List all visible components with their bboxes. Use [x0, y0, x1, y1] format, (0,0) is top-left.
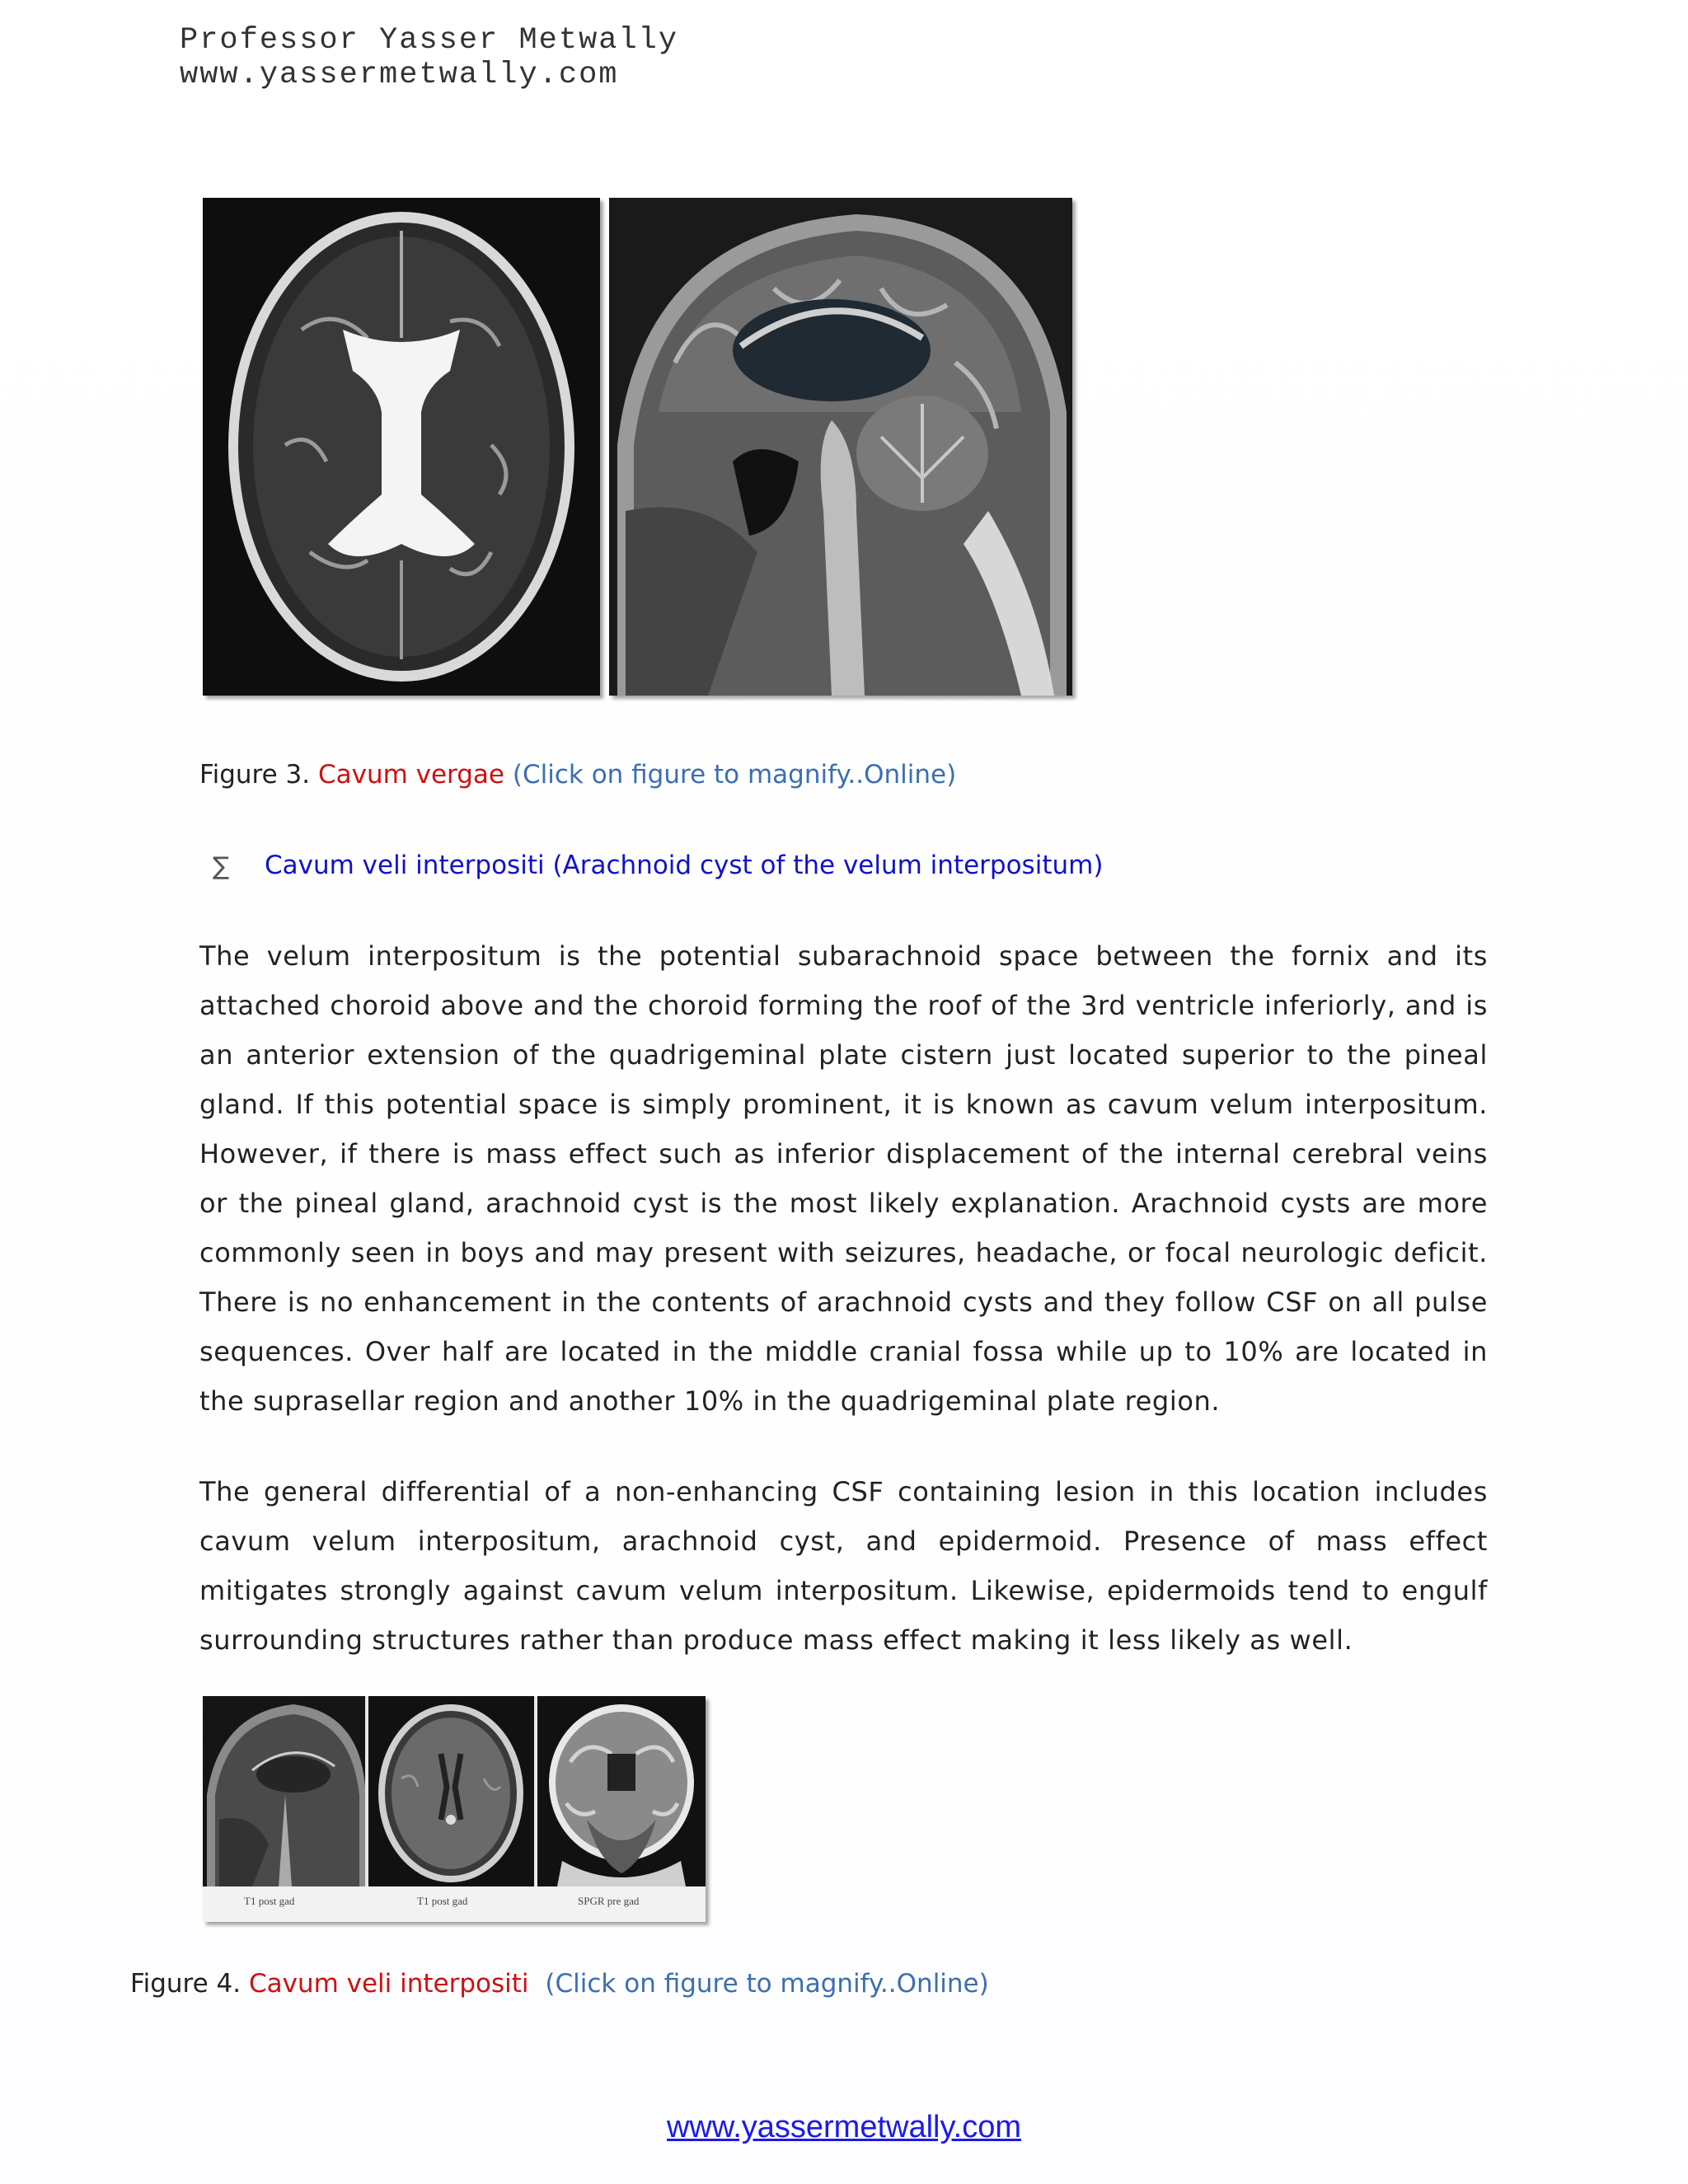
figure-3-label: Figure 3.: [199, 760, 311, 790]
panel-label-2: T1 post gad: [417, 1895, 468, 1907]
panel-label-1: T1 post gad: [244, 1895, 295, 1907]
figure-3-magnify-link[interactable]: (Click on figure to magnify..Online): [512, 760, 957, 790]
page-header: [180, 23, 678, 92]
figure-3-title: Cavum vergae: [317, 760, 505, 790]
figure-4-caption: [130, 1969, 989, 1999]
figure-4-title: Cavum veli interpositi: [248, 1969, 529, 1999]
panel-label-3: SPGR pre gad: [578, 1895, 640, 1907]
paragraph-velum-interpositum: The velum interpositum is the potential subarachnoid space between the fornix and its attached choroid above and the choroid forming the roof of the 3rd ventricle inferiorly, and is an anterior extension of the quadrigeminal plate cistern just located superior to the pineal gland. If this potential space is simply prominent, it is known as cavum velum interpositum. However, if there is mass effect such as inferior displacement of the internal cerebral veins or the pineal gland, arachnoid cyst is the most likely explanation. Arachnoid cysts are more commonly seen in boys and may present with seizures, headache, or focal neurologic deficit. There is no enhancement in the contents of arachnoid cysts and they follow CSF on all pulse sequences. Over half are located in the middle cranial fossa while up to 10% are located in the suprasellar region and another 10% in the quadrigeminal plate region.: [199, 940, 1488, 1417]
section-heading: Cavum veli interpositi (Arachnoid cyst of the velum interpositum): [265, 851, 1104, 880]
header-website: www.yassermetwally.com: [180, 58, 619, 92]
figure-3-caption: [199, 760, 956, 790]
sagittal-mri-image[interactable]: [609, 198, 1072, 696]
summation-bullet-icon: ∑: [213, 852, 230, 881]
paragraph-differential: The general differential of a non-enhancing CSF containing lesion in this location includes cavum velum interpositum, arachnoid cyst, and epidermoid. Presence of mass effect mitigates strongly against cavum velum interpositum. Likewise, epidermoids tend to engulf surrounding structures rather than produce mass effect making it less likely as well.: [199, 1476, 1488, 1656]
figure-4-label: Figure 4.: [130, 1969, 241, 1999]
sagittal-t1-panel: [203, 1696, 365, 1886]
figure-4-magnify-link[interactable]: (Click on figure to magnify..Online): [545, 1969, 989, 1999]
header-author: Professor Yasser Metwally: [180, 23, 679, 58]
figure-3-image[interactable]: [203, 198, 1074, 698]
axial-mri-image[interactable]: [203, 198, 600, 696]
footer-website-link[interactable]: www.yassermetwally.com: [666, 2110, 1022, 2144]
figure-4-panel-labels: [203, 1886, 706, 1922]
figure-4-image[interactable]: [203, 1696, 706, 1922]
coronal-spgr-panel: [537, 1696, 706, 1886]
axial-t1-panel: [368, 1696, 534, 1886]
